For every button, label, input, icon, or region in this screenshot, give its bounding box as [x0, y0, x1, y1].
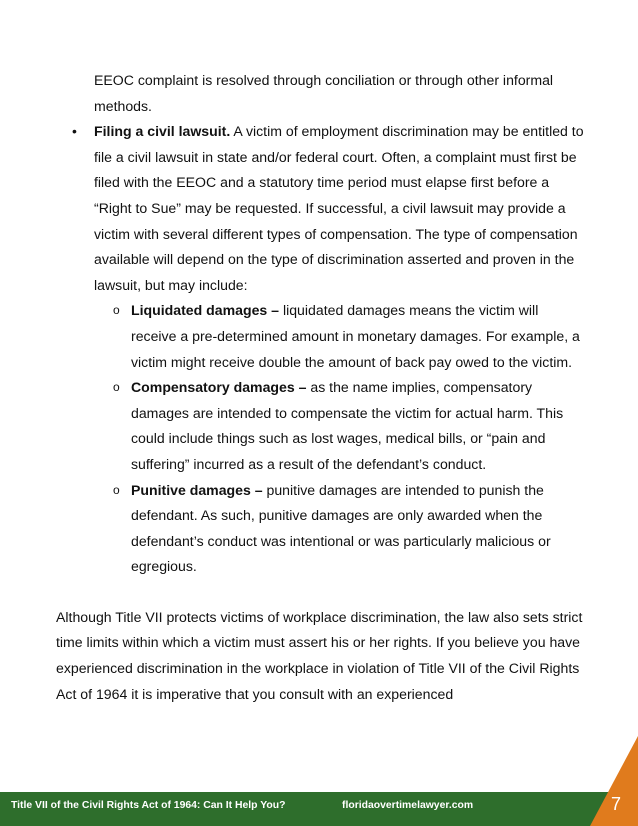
sub-item-text: punitive damages are intended to punish the defendant. As such, punitive damages are only awarded when the defendant’s conduct was intentional or was particularly malicious or egregious.: [131, 481, 551, 575]
body-paragraph: Although Title VII protects victims of workplace discrimination, the law also sets strict time limits within which a victim must assert his or her rights. If you believe you have experienced discrimination in the workplace in violation of Title VII of the Civil Rights Act of 1964 it is imperative that you consult with an experienced: [56, 608, 583, 702]
list-item-punitive-damages: [113, 478, 586, 580]
sub-item-text: liquidated damages means the victim will receive a pre-determined amount in monetary damages. For example, a victim might receive double the amount of back pay owed to the victim.: [131, 302, 580, 370]
sub-item-text: as the name implies, compensatory damages are intended to compensate the victim for actual harm. This could include things such as lost wages, medical bills, or “pain and suffering” incurred as a result of the defendant’s conduct.: [131, 379, 564, 472]
bullet-title: Filing a civil lawsuit.: [94, 123, 231, 140]
sub-item-title: Punitive damages –: [131, 481, 263, 498]
footer-website-link[interactable]: floridaovertimelawyer.com: [342, 800, 474, 811]
continuation-text: EEOC complaint is resolved through conciliation or through other informal methods.: [94, 72, 554, 114]
footer-bar: [0, 792, 638, 826]
list-item-compensatory-damages: [113, 375, 586, 477]
damages-list: [0, 298, 638, 580]
sub-item-title: Compensatory damages –: [131, 379, 307, 396]
bullet-item-civil-lawsuit: [72, 119, 584, 298]
list-item-liquidated-damages: [113, 298, 586, 375]
sub-bullet-marker: o: [113, 482, 120, 497]
bullet-text: A victim of employment discrimination may be entitled to file a civil lawsuit in state and/or federal court. Often, a complaint must first be filed with the EEOC and a statutory time period must elapse first before a “Right to Sue” may be requested. If successful, a civil lawsuit may provide a victim with several different types of compensation. The type of compensation available will depend on the type of discrimination asserted and proven in the lawsuit, but may include:: [94, 123, 584, 293]
page-body: [0, 68, 638, 707]
sub-bullet-marker: o: [113, 303, 120, 318]
page-number: 7: [610, 794, 621, 814]
sub-bullet-marker: o: [113, 380, 120, 395]
sub-item-title: Liquidated damages –: [131, 302, 280, 319]
bullet-marker: •: [72, 123, 77, 140]
footer-title: Title VII of the Civil Rights Act of 1964: Can It Help You?: [11, 800, 286, 811]
